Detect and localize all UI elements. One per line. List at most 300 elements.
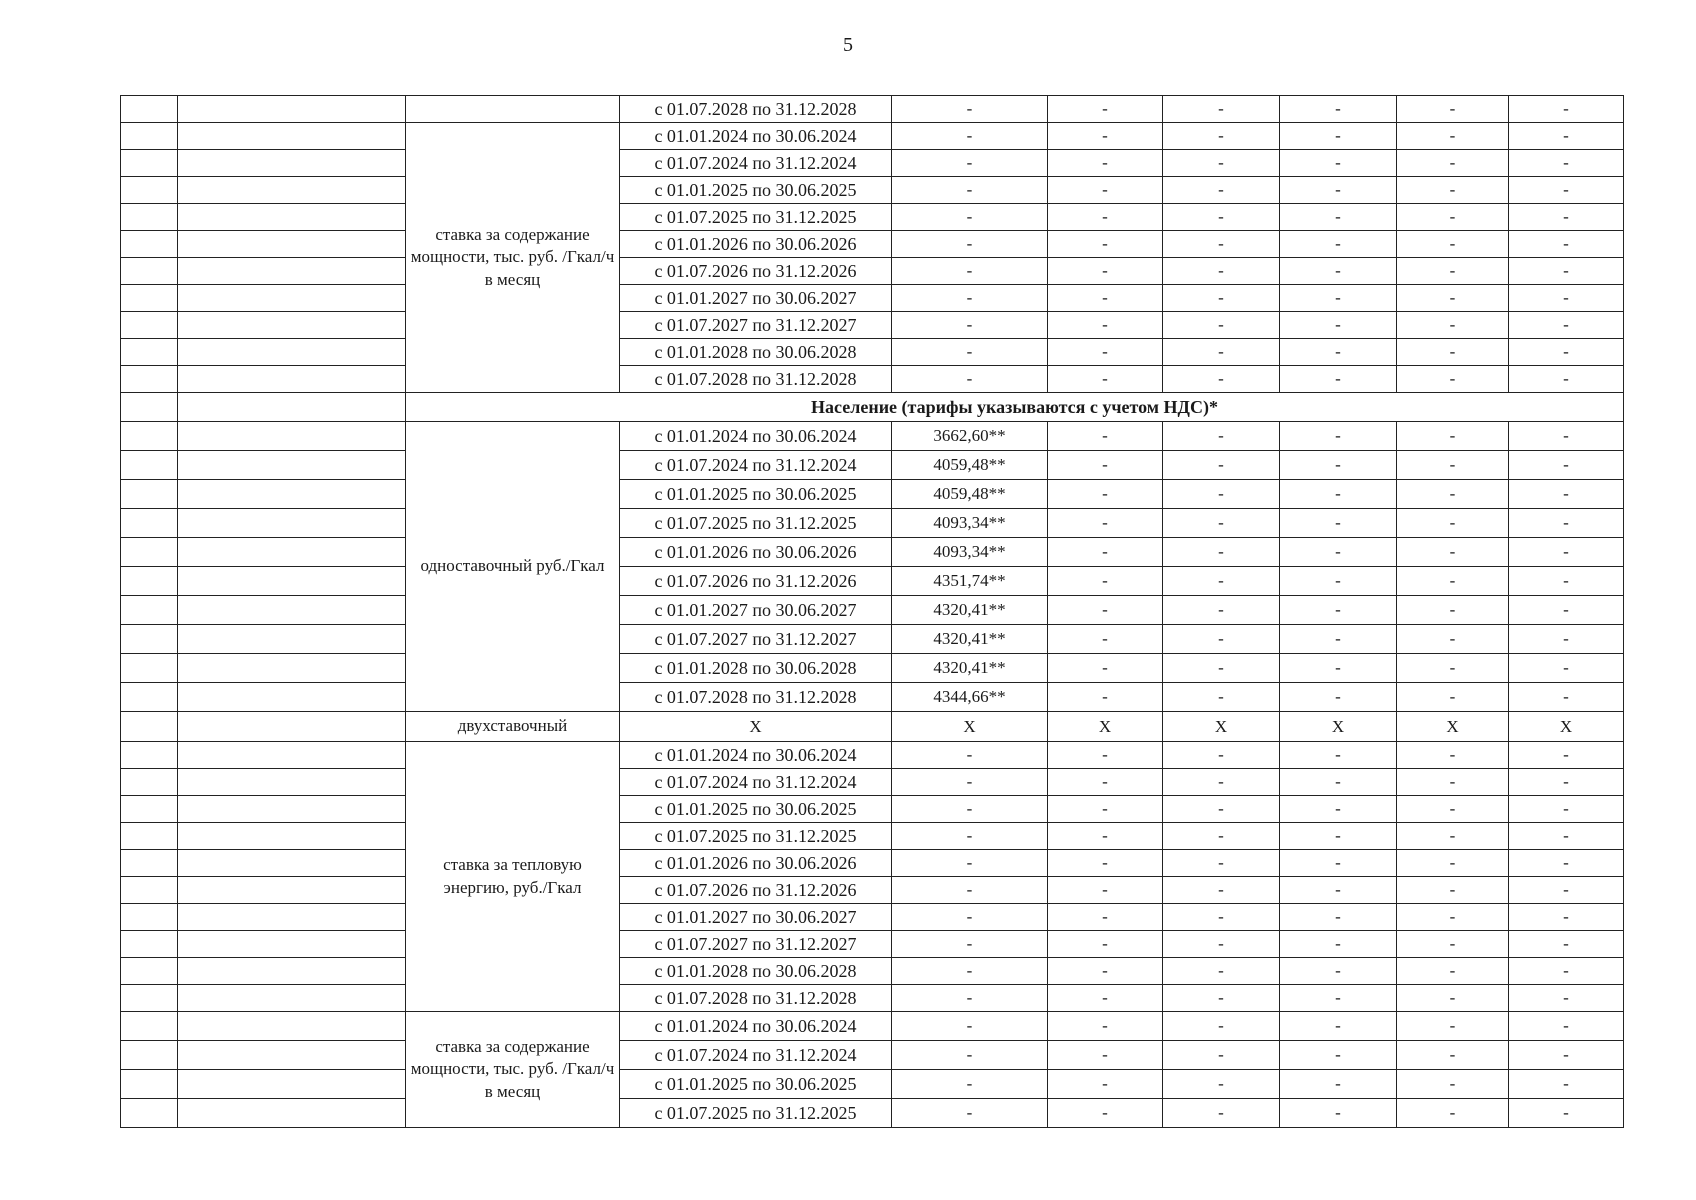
value-cell: - <box>1163 538 1280 567</box>
period-cell: с 01.07.2027 по 31.12.2027 <box>620 931 892 958</box>
value-cell: - <box>1509 231 1624 258</box>
value-cell: - <box>1509 204 1624 231</box>
period-cell: с 01.07.2025 по 31.12.2025 <box>620 823 892 850</box>
value-cell: - <box>1509 625 1624 654</box>
tariff-table-body <box>121 96 1624 1128</box>
empty-cell <box>178 96 406 123</box>
table-row <box>121 123 1624 150</box>
empty-cell <box>121 625 178 654</box>
x-mark: X <box>892 712 1048 742</box>
tariff-table <box>120 95 1624 1128</box>
value-cell: - <box>1280 742 1397 769</box>
value-cell: - <box>1397 509 1509 538</box>
period-cell: с 01.07.2024 по 31.12.2024 <box>620 451 892 480</box>
empty-cell <box>121 596 178 625</box>
value-cell: - <box>1048 931 1163 958</box>
value-cell: - <box>1048 823 1163 850</box>
empty-cell <box>178 596 406 625</box>
value-cell: - <box>1280 339 1397 366</box>
value-cell: - <box>1397 625 1509 654</box>
empty-cell <box>121 451 178 480</box>
table-row <box>121 204 1624 231</box>
empty-cell <box>406 96 620 123</box>
empty-cell <box>178 231 406 258</box>
empty-cell <box>178 796 406 823</box>
table-row <box>121 258 1624 285</box>
value-cell: - <box>1280 123 1397 150</box>
empty-cell <box>121 422 178 451</box>
empty-cell <box>121 285 178 312</box>
empty-cell <box>121 985 178 1012</box>
value-cell: - <box>1280 985 1397 1012</box>
empty-cell <box>178 904 406 931</box>
value-cell: - <box>892 1041 1048 1070</box>
value-cell: - <box>1509 742 1624 769</box>
table-row <box>121 312 1624 339</box>
empty-cell <box>121 1041 178 1070</box>
value-cell: - <box>892 850 1048 877</box>
value-cell: - <box>1163 1099 1280 1128</box>
value-cell: - <box>1509 509 1624 538</box>
value-cell: - <box>1509 177 1624 204</box>
table-row <box>121 823 1624 850</box>
table-row <box>121 538 1624 567</box>
empty-cell <box>178 204 406 231</box>
table-row <box>121 850 1624 877</box>
value-cell: - <box>1048 654 1163 683</box>
value-cell: - <box>892 1099 1048 1128</box>
empty-cell <box>178 177 406 204</box>
rate-label: ставка за тепловую энергию, руб./Гкал <box>406 742 620 1012</box>
value-cell: - <box>1509 596 1624 625</box>
period-cell: с 01.07.2026 по 31.12.2026 <box>620 567 892 596</box>
value-cell: - <box>1280 850 1397 877</box>
value-cell: - <box>892 958 1048 985</box>
table-row <box>121 177 1624 204</box>
value-cell: - <box>1163 625 1280 654</box>
value-cell: - <box>1048 567 1163 596</box>
value-cell: - <box>1509 1041 1624 1070</box>
value-cell: - <box>1163 985 1280 1012</box>
value-cell: - <box>892 258 1048 285</box>
empty-cell <box>178 958 406 985</box>
value-cell: - <box>892 150 1048 177</box>
value-cell: - <box>1397 1041 1509 1070</box>
value-cell: - <box>1509 1099 1624 1128</box>
value-cell: - <box>1509 96 1624 123</box>
empty-cell <box>121 1099 178 1128</box>
empty-cell <box>178 422 406 451</box>
value-cell: - <box>1280 258 1397 285</box>
value-cell: - <box>1048 177 1163 204</box>
value-cell: - <box>1280 451 1397 480</box>
value-cell: - <box>1397 123 1509 150</box>
value-cell: - <box>1397 823 1509 850</box>
value-cell: - <box>1163 204 1280 231</box>
table-row <box>121 596 1624 625</box>
value-cell: - <box>1280 538 1397 567</box>
value-cell: - <box>892 796 1048 823</box>
empty-cell <box>121 538 178 567</box>
value-cell: - <box>1397 850 1509 877</box>
table-row <box>121 285 1624 312</box>
value-cell: - <box>1280 769 1397 796</box>
value-cell: - <box>1509 1012 1624 1041</box>
value-cell: - <box>1280 931 1397 958</box>
empty-cell <box>178 1012 406 1041</box>
period-cell: с 01.07.2025 по 31.12.2025 <box>620 1099 892 1128</box>
value-cell: - <box>1048 480 1163 509</box>
value-cell: - <box>892 285 1048 312</box>
tariff-value: 4344,66** <box>892 683 1048 712</box>
period-cell: с 01.01.2027 по 30.06.2027 <box>620 285 892 312</box>
empty-cell <box>121 712 178 742</box>
value-cell: - <box>1509 1070 1624 1099</box>
value-cell: - <box>892 123 1048 150</box>
empty-cell <box>121 567 178 596</box>
tariff-value: 4093,34** <box>892 538 1048 567</box>
value-cell: - <box>1509 850 1624 877</box>
tariff-value: 3662,60** <box>892 422 1048 451</box>
empty-cell <box>121 231 178 258</box>
period-cell: с 01.07.2026 по 31.12.2026 <box>620 877 892 904</box>
value-cell: - <box>1397 285 1509 312</box>
tariff-value: 4320,41** <box>892 596 1048 625</box>
period-cell: с 01.01.2024 по 30.06.2024 <box>620 123 892 150</box>
empty-cell <box>178 850 406 877</box>
two-rate-label: двухставочный <box>406 712 620 742</box>
value-cell: - <box>1163 366 1280 393</box>
value-cell: - <box>1048 96 1163 123</box>
value-cell: - <box>1280 596 1397 625</box>
value-cell: - <box>1280 480 1397 509</box>
value-cell: - <box>1163 1041 1280 1070</box>
value-cell: - <box>1280 422 1397 451</box>
table-row <box>121 1070 1624 1099</box>
value-cell: - <box>1163 850 1280 877</box>
empty-cell <box>121 796 178 823</box>
value-cell: - <box>1280 312 1397 339</box>
x-mark: X <box>620 712 892 742</box>
value-cell: - <box>1163 823 1280 850</box>
empty-cell <box>121 177 178 204</box>
value-cell: - <box>1163 339 1280 366</box>
x-mark: X <box>1397 712 1509 742</box>
value-cell: - <box>1048 204 1163 231</box>
empty-cell <box>121 850 178 877</box>
value-cell: - <box>1280 567 1397 596</box>
value-cell: - <box>1397 96 1509 123</box>
value-cell: - <box>892 769 1048 796</box>
period-cell: с 01.07.2025 по 31.12.2025 <box>620 204 892 231</box>
empty-cell <box>178 877 406 904</box>
value-cell: - <box>892 177 1048 204</box>
value-cell: - <box>1163 123 1280 150</box>
period-cell: с 01.01.2025 по 30.06.2025 <box>620 480 892 509</box>
value-cell: - <box>1163 258 1280 285</box>
value-cell: - <box>1397 596 1509 625</box>
value-cell: - <box>1163 480 1280 509</box>
value-cell: - <box>1163 567 1280 596</box>
value-cell: - <box>1048 1041 1163 1070</box>
table-row <box>121 931 1624 958</box>
value-cell: - <box>1163 769 1280 796</box>
empty-cell <box>121 312 178 339</box>
tariff-value: 4320,41** <box>892 654 1048 683</box>
x-mark: X <box>1280 712 1397 742</box>
value-cell: - <box>892 985 1048 1012</box>
empty-cell <box>121 877 178 904</box>
period-cell: с 01.01.2024 по 30.06.2024 <box>620 422 892 451</box>
period-cell: с 01.07.2028 по 31.12.2028 <box>620 985 892 1012</box>
value-cell: - <box>892 742 1048 769</box>
value-cell: - <box>1509 339 1624 366</box>
empty-cell <box>121 96 178 123</box>
value-cell: - <box>1509 312 1624 339</box>
period-cell: с 01.01.2027 по 30.06.2027 <box>620 596 892 625</box>
empty-cell <box>178 366 406 393</box>
empty-cell <box>178 123 406 150</box>
table-row <box>121 567 1624 596</box>
empty-cell <box>121 393 178 422</box>
value-cell: - <box>1509 150 1624 177</box>
value-cell: - <box>892 339 1048 366</box>
value-cell: - <box>1163 150 1280 177</box>
empty-cell <box>178 1041 406 1070</box>
value-cell: - <box>1397 796 1509 823</box>
period-cell: с 01.01.2026 по 30.06.2026 <box>620 231 892 258</box>
empty-cell <box>178 769 406 796</box>
value-cell: - <box>1280 231 1397 258</box>
table-row <box>121 877 1624 904</box>
empty-cell <box>121 654 178 683</box>
rate-label: ставка за содержание мощности, тыс. руб. /Гкал/ч в месяц <box>406 1012 620 1128</box>
empty-cell <box>121 1070 178 1099</box>
period-cell: с 01.07.2028 по 31.12.2028 <box>620 96 892 123</box>
value-cell: - <box>1048 123 1163 150</box>
value-cell: - <box>1163 285 1280 312</box>
period-cell: с 01.01.2026 по 30.06.2026 <box>620 850 892 877</box>
empty-cell <box>121 509 178 538</box>
value-cell: - <box>1509 769 1624 796</box>
value-cell: - <box>1048 683 1163 712</box>
empty-cell <box>178 985 406 1012</box>
period-cell: с 01.07.2024 по 31.12.2024 <box>620 1041 892 1070</box>
value-cell: - <box>1280 204 1397 231</box>
value-cell: - <box>1397 769 1509 796</box>
period-cell: с 01.01.2024 по 30.06.2024 <box>620 742 892 769</box>
value-cell: - <box>1397 1070 1509 1099</box>
empty-cell <box>178 480 406 509</box>
table-row <box>121 712 1624 742</box>
value-cell: - <box>1048 366 1163 393</box>
empty-cell <box>178 625 406 654</box>
value-cell: - <box>1048 451 1163 480</box>
value-cell: - <box>1397 480 1509 509</box>
value-cell: - <box>892 931 1048 958</box>
value-cell: - <box>1280 683 1397 712</box>
table-row <box>121 958 1624 985</box>
value-cell: - <box>1163 1070 1280 1099</box>
empty-cell <box>178 1099 406 1128</box>
value-cell: - <box>1509 123 1624 150</box>
table-row <box>121 339 1624 366</box>
tariff-value: 4351,74** <box>892 567 1048 596</box>
value-cell: - <box>1048 958 1163 985</box>
value-cell: - <box>1280 509 1397 538</box>
empty-cell <box>121 1012 178 1041</box>
tariff-value: 4320,41** <box>892 625 1048 654</box>
value-cell: - <box>1509 654 1624 683</box>
value-cell: - <box>1397 339 1509 366</box>
value-cell: - <box>1509 904 1624 931</box>
value-cell: - <box>1397 231 1509 258</box>
value-cell: - <box>1048 150 1163 177</box>
value-cell: - <box>1163 796 1280 823</box>
empty-cell <box>178 712 406 742</box>
table-row <box>121 393 1624 422</box>
value-cell: - <box>1048 796 1163 823</box>
tariff-value: 4059,48** <box>892 480 1048 509</box>
value-cell: - <box>1163 958 1280 985</box>
period-cell: с 01.07.2027 по 31.12.2027 <box>620 625 892 654</box>
page-number: 5 <box>843 34 853 56</box>
value-cell: - <box>1509 931 1624 958</box>
value-cell: - <box>1048 231 1163 258</box>
table-row <box>121 451 1624 480</box>
value-cell: - <box>1509 683 1624 712</box>
table-row <box>121 985 1624 1012</box>
empty-cell <box>121 904 178 931</box>
value-cell: - <box>1397 312 1509 339</box>
period-cell: с 01.01.2026 по 30.06.2026 <box>620 538 892 567</box>
period-cell: с 01.01.2028 по 30.06.2028 <box>620 958 892 985</box>
empty-cell <box>121 258 178 285</box>
value-cell: - <box>1280 1070 1397 1099</box>
value-cell: - <box>1163 596 1280 625</box>
value-cell: - <box>1397 258 1509 285</box>
empty-cell <box>121 480 178 509</box>
value-cell: - <box>1397 985 1509 1012</box>
value-cell: - <box>1048 769 1163 796</box>
value-cell: - <box>1397 1099 1509 1128</box>
table-row <box>121 366 1624 393</box>
value-cell: - <box>1509 285 1624 312</box>
value-cell: - <box>1397 931 1509 958</box>
value-cell: - <box>1509 823 1624 850</box>
table-row <box>121 769 1624 796</box>
value-cell: - <box>1280 1041 1397 1070</box>
empty-cell <box>178 451 406 480</box>
empty-cell <box>178 339 406 366</box>
value-cell: - <box>1509 796 1624 823</box>
value-cell: - <box>892 904 1048 931</box>
value-cell: - <box>1048 1099 1163 1128</box>
value-cell: - <box>1280 958 1397 985</box>
empty-cell <box>178 538 406 567</box>
value-cell: - <box>1048 742 1163 769</box>
empty-cell <box>178 567 406 596</box>
value-cell: - <box>1048 258 1163 285</box>
value-cell: - <box>1163 312 1280 339</box>
value-cell: - <box>1397 567 1509 596</box>
table-row <box>121 1012 1624 1041</box>
table-row <box>121 742 1624 769</box>
value-cell: - <box>1397 150 1509 177</box>
empty-cell <box>178 393 406 422</box>
empty-cell <box>121 204 178 231</box>
empty-cell <box>121 366 178 393</box>
table-row <box>121 231 1624 258</box>
tariff-value: 4093,34** <box>892 509 1048 538</box>
value-cell: - <box>1163 904 1280 931</box>
empty-cell <box>121 931 178 958</box>
value-cell: - <box>1163 877 1280 904</box>
value-cell: - <box>1163 451 1280 480</box>
period-cell: с 01.01.2024 по 30.06.2024 <box>620 1012 892 1041</box>
value-cell: - <box>1280 877 1397 904</box>
value-cell: - <box>1280 796 1397 823</box>
rate-label: одноставочный руб./Гкал <box>406 422 620 712</box>
value-cell: - <box>1509 366 1624 393</box>
value-cell: - <box>1163 177 1280 204</box>
tariff-value: 4059,48** <box>892 451 1048 480</box>
value-cell: - <box>892 823 1048 850</box>
value-cell: - <box>892 877 1048 904</box>
value-cell: - <box>1048 1012 1163 1041</box>
value-cell: - <box>892 1070 1048 1099</box>
table-row <box>121 150 1624 177</box>
table-row <box>121 796 1624 823</box>
value-cell: - <box>1509 567 1624 596</box>
value-cell: - <box>1509 877 1624 904</box>
value-cell: - <box>1397 958 1509 985</box>
period-cell: с 01.01.2025 по 30.06.2025 <box>620 1070 892 1099</box>
period-cell: с 01.01.2027 по 30.06.2027 <box>620 904 892 931</box>
value-cell: - <box>892 1012 1048 1041</box>
value-cell: - <box>1048 285 1163 312</box>
period-cell: с 01.01.2025 по 30.06.2025 <box>620 796 892 823</box>
value-cell: - <box>892 231 1048 258</box>
value-cell: - <box>1397 904 1509 931</box>
value-cell: - <box>1048 312 1163 339</box>
value-cell: - <box>892 96 1048 123</box>
period-cell: с 01.07.2024 по 31.12.2024 <box>620 769 892 796</box>
empty-cell <box>178 509 406 538</box>
empty-cell <box>178 150 406 177</box>
value-cell: - <box>1397 538 1509 567</box>
empty-cell <box>178 312 406 339</box>
value-cell: - <box>1280 177 1397 204</box>
table-row <box>121 654 1624 683</box>
value-cell: - <box>1397 742 1509 769</box>
empty-cell <box>178 742 406 769</box>
value-cell: - <box>1397 366 1509 393</box>
value-cell: - <box>1048 877 1163 904</box>
value-cell: - <box>1163 231 1280 258</box>
value-cell: - <box>1397 683 1509 712</box>
value-cell: - <box>1280 96 1397 123</box>
empty-cell <box>178 285 406 312</box>
x-mark: X <box>1163 712 1280 742</box>
empty-cell <box>178 1070 406 1099</box>
value-cell: - <box>1397 451 1509 480</box>
table-row <box>121 1099 1624 1128</box>
value-cell: - <box>1509 422 1624 451</box>
period-cell: с 01.01.2028 по 30.06.2028 <box>620 654 892 683</box>
value-cell: - <box>1163 509 1280 538</box>
empty-cell <box>121 958 178 985</box>
